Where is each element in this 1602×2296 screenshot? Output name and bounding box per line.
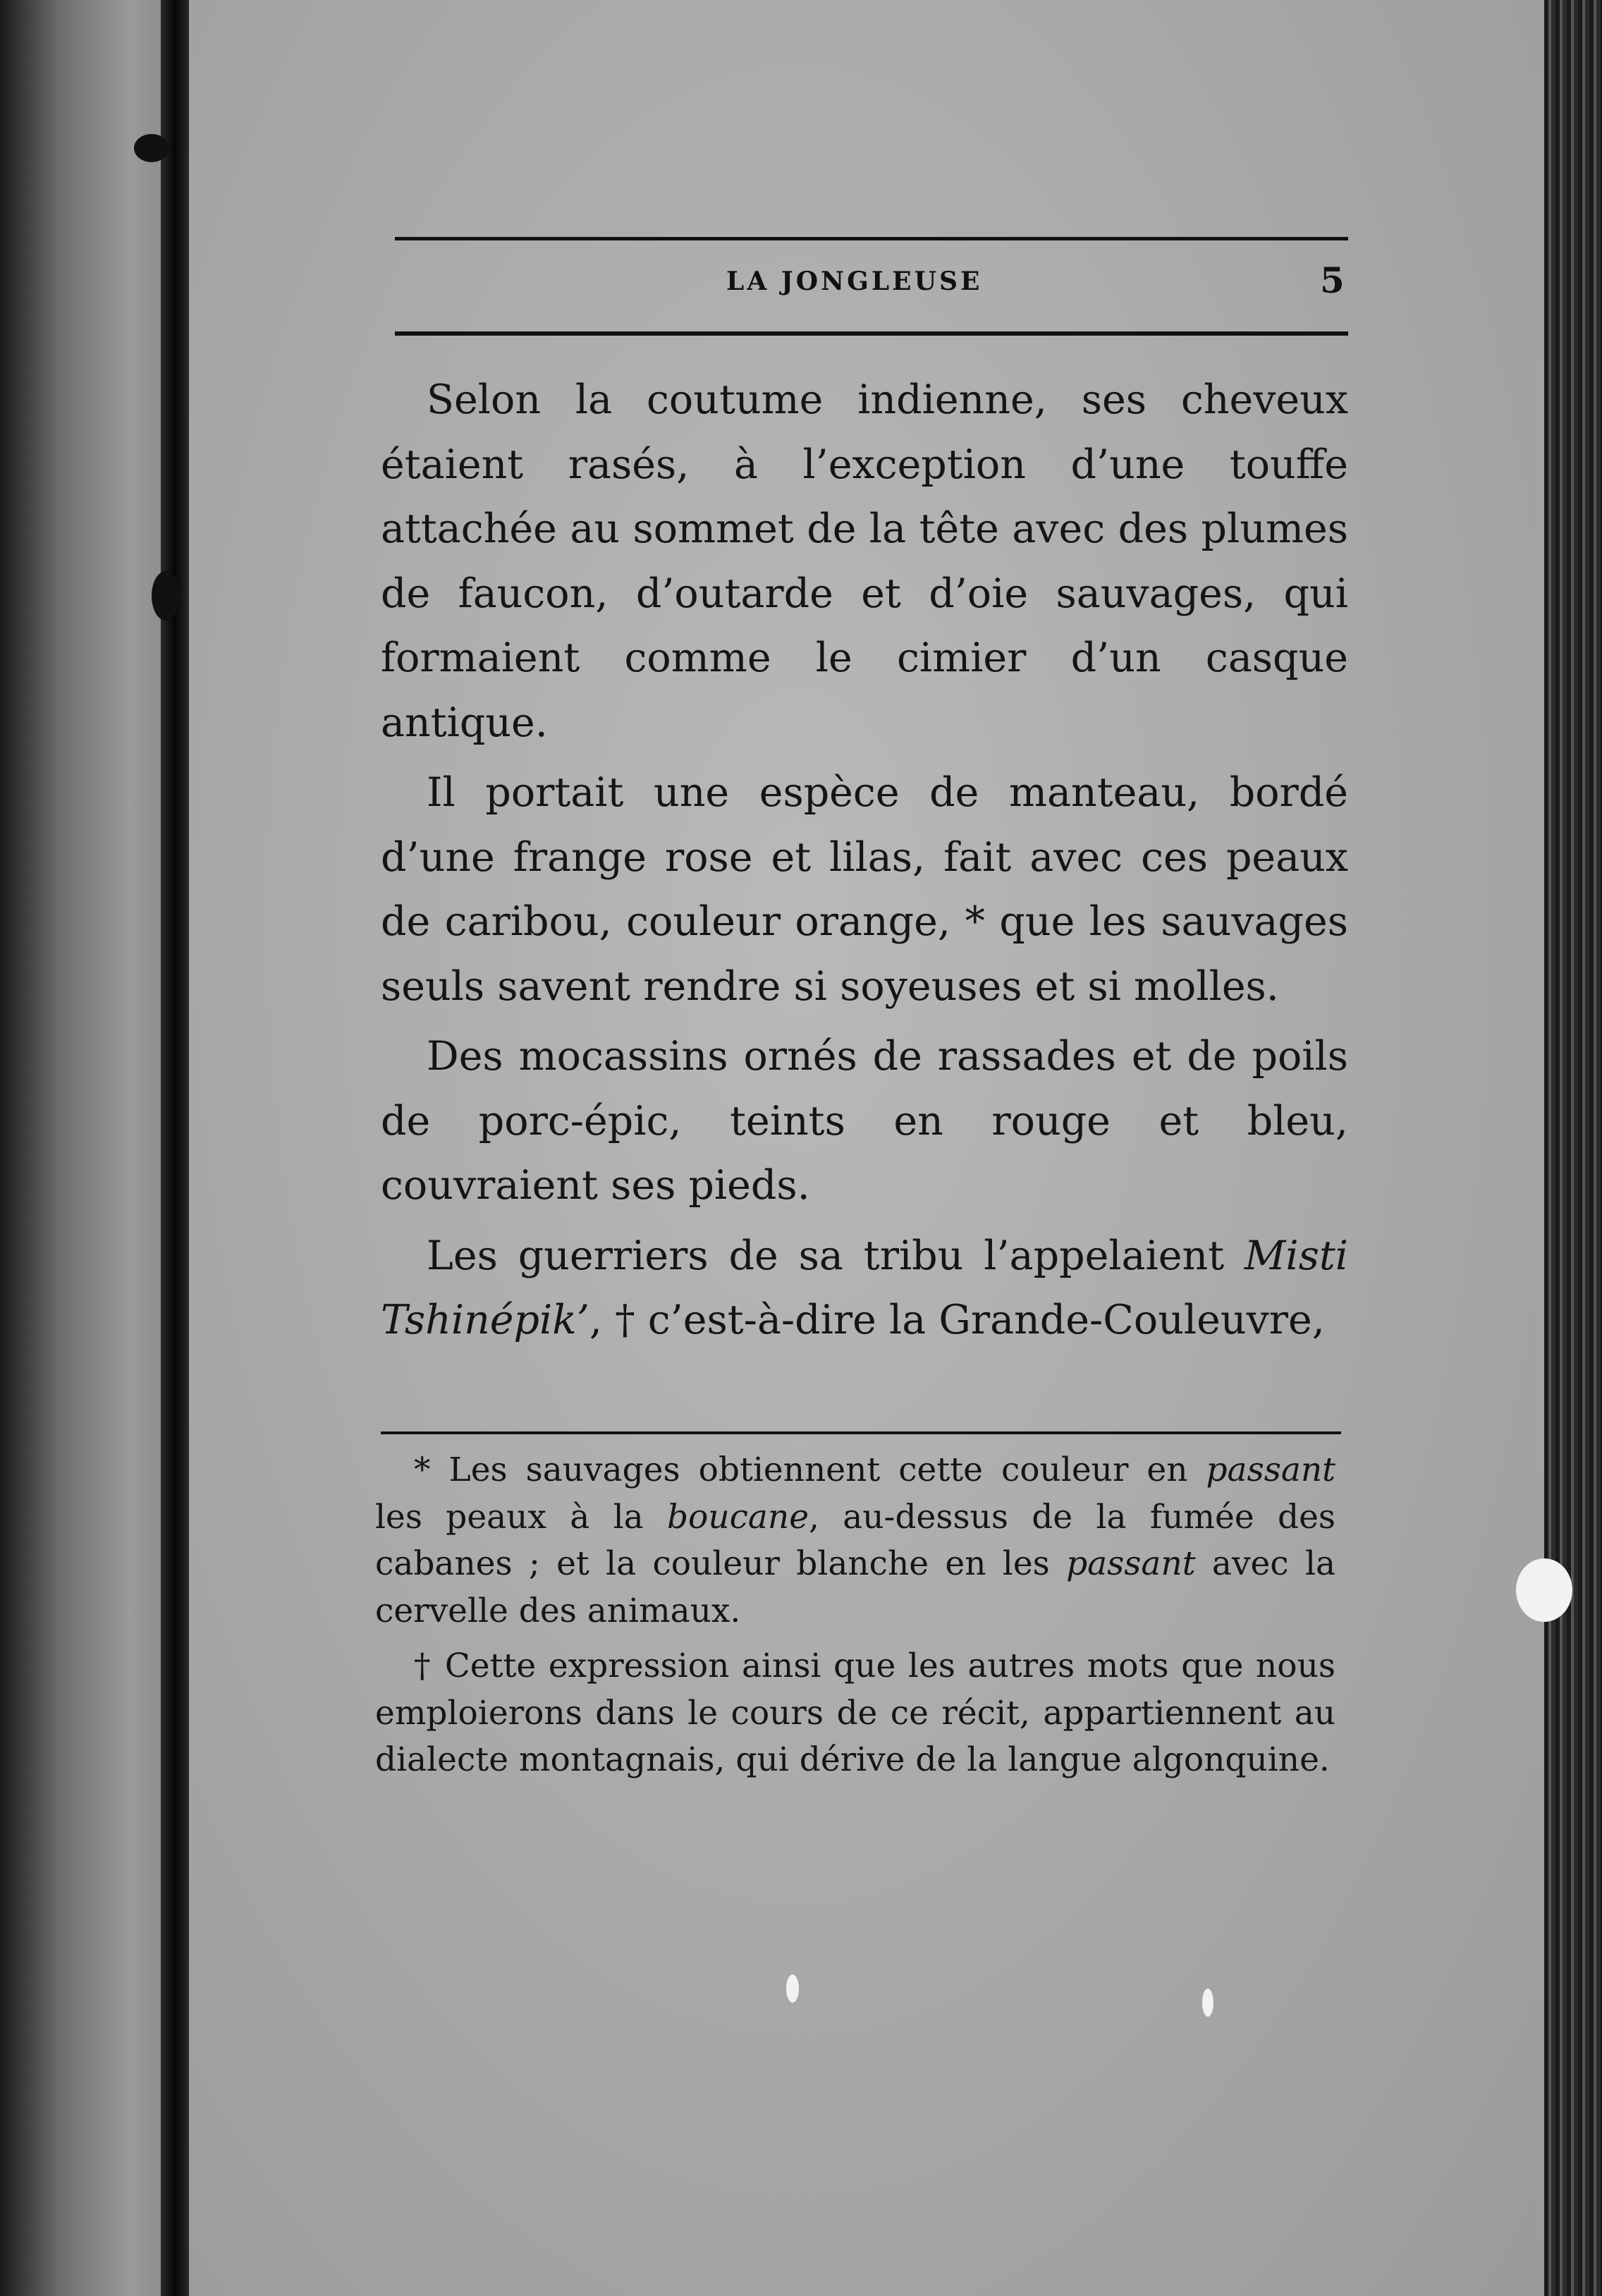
footnote-dagger: † Cette expression ainsi que les autres mots que nous emploierons dans le cours de ce récit, appartiennent au dialecte montagnais, qui dérive de la langue algonquine. xyxy=(375,1647,1335,1779)
paragraph-moccasins: Des mocassins ornés de rassades et de poils de porc-épic, teints en rouge et bleu, couvraient ses pieds. xyxy=(381,1033,1348,1209)
footnote-rule xyxy=(381,1431,1341,1434)
header-bottom-rule xyxy=(395,331,1348,336)
paragraph-hair: Selon la coutume indienne, ses cheveux étaient rasés, à l’exception d’une touffe attachée au sommet de la tête avec des plumes de faucon, d’outarde et d’oie sauvages, qui formaient comme le cimier d’un casque antique. xyxy=(381,377,1348,746)
page-edges xyxy=(1544,0,1602,2296)
footnote-text: avec la cervelle des animaux. xyxy=(375,1544,1335,1630)
binding-gutter xyxy=(0,0,173,2296)
binding-mark xyxy=(152,571,180,621)
scan-blemish xyxy=(1516,1558,1572,1622)
scan-blemish xyxy=(1202,1989,1213,2017)
name-text-after: , † c’est-à-dire la Grande-Couleuvre, xyxy=(589,1297,1325,1343)
header-top-rule xyxy=(395,237,1348,240)
footnote-italic: passant xyxy=(1066,1544,1196,1583)
page-number: 5 xyxy=(1320,259,1345,301)
footnote-text: les peaux à la xyxy=(375,1497,667,1537)
footnote-asterisk xyxy=(375,1447,1335,1635)
running-title: LA JONGLEUSE xyxy=(726,267,983,296)
binding-mark xyxy=(134,134,169,162)
paragraph-mantle: Il portait une espèce de manteau, bordé d’une frange rose et lilas, fait avec ces peaux de caribou, couleur orange, * que les sauvages seuls savent rendre si soyeuses et si molles. xyxy=(381,769,1348,1010)
footnote-italic: boucane xyxy=(666,1497,809,1537)
footnote-text: * Les sauvages obtiennent cette couleur en xyxy=(414,1451,1206,1489)
paragraph-name xyxy=(381,1224,1348,1353)
scan-blemish xyxy=(786,1974,799,2003)
footnote-text: , au-dessus de la fumée des cabanes ; et la couleur blanche en les xyxy=(375,1497,1335,1583)
body-text xyxy=(381,368,1348,1353)
footnote-italic: passant xyxy=(1206,1451,1335,1489)
name-text-before: Les guerriers de sa tribu l’appelaient xyxy=(427,1232,1245,1279)
footnotes xyxy=(375,1447,1335,1784)
book-spine xyxy=(161,0,189,2296)
indian-name: Misti Tshinépik’ xyxy=(381,1232,1348,1343)
